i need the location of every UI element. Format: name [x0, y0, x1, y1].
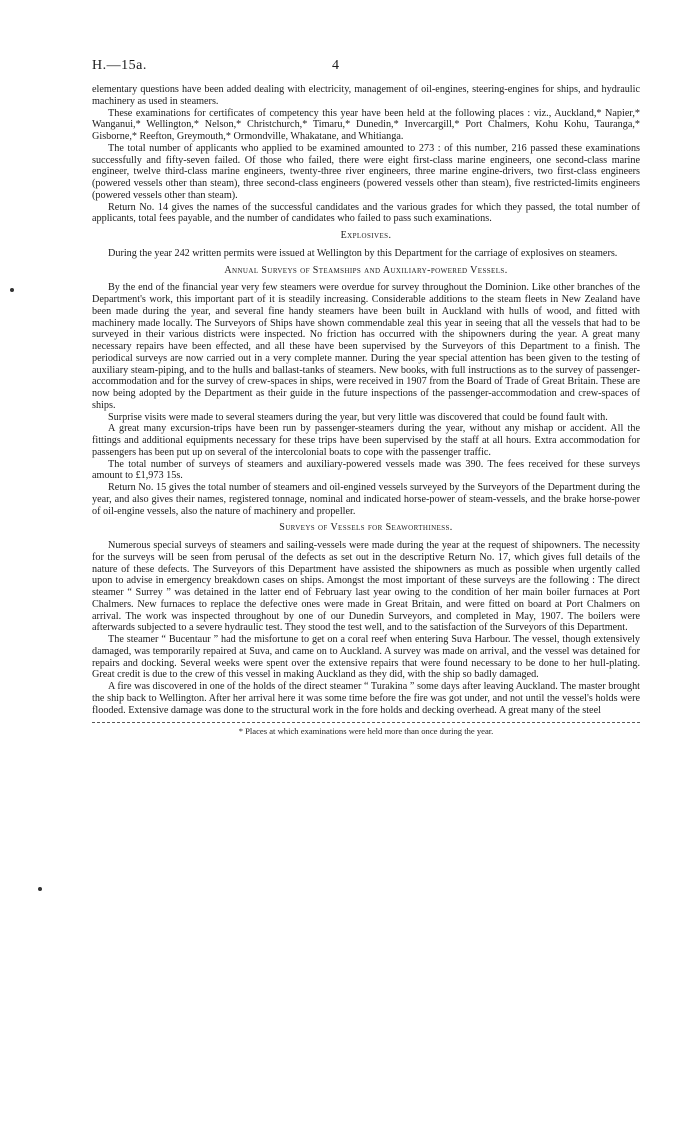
page-number: 4	[332, 58, 339, 73]
section-heading-seaworthiness: Surveys of Vessels for Seaworthiness.	[279, 522, 453, 534]
paragraph: The total number of surveys of steamers and auxiliary-powered vessels made was 390. The fees received for these surveys amount to £1,973 15s.	[92, 458, 640, 482]
paragraph: A great many excursion-trips have been run by passenger-steamers during the year, without any mishap or accident. All the fittings and additional equipments necessary for these trips have been supervised by the staff at all hours. Extra accommodation for passengers has been put up on several of the intercolonial boats to cope with the passenger traffic.	[92, 423, 640, 458]
page-header	[92, 58, 642, 78]
footnote-divider	[92, 722, 640, 723]
section-heading-explosives: Explosives.	[340, 230, 392, 241]
paragraph: elementary questions have been added dealing with electricity, management of oil-engines, steering-engines for ships, and hydraulic machinery as used in steamers.	[92, 84, 640, 107]
margin-mark	[10, 288, 14, 292]
section-heading-annual-surveys: Annual Surveys of Steamships and Auxiliary-powered Vessels.	[224, 264, 508, 276]
document-body	[92, 84, 640, 738]
paragraph: A fire was discovered in one of the holds of the direct steamer “ Turakina ” some days after leaving Auckland. The master brought the ship back to Wellington. After her arrival here it was some time before the fire was got under, and not until the vessel's holds were flooded. Extensive damage was done to the structural work in the fore holds and decking overhead. A great many of the steel	[92, 681, 640, 716]
paragraph: These examinations for certificates of competency this year have been held at the following places : viz., Auckland,* Napier,* Wanganui,* Wellington,* Nelson,* Christchurch,* Timaru,* Dunedin,* Invercargill,* Port Chalmers, Kohu Kohu, Tauranga,* Gisborne,* Reefton, Greymouth,* Ormondville, Whakatane, and Whitianga.	[92, 107, 640, 142]
paragraph: The total number of applicants who applied to be examined amounted to 273 : of this number, 216 passed these examinations successfully and fifty-seven failed. Of those who failed, there were eight first-class marine engineers, one second-class marine engineer, twelve third-class marine engineers, twenty-three river engineers, three marine engine-drivers, two first-class engineers (powered vessels other than steam), three second-class engineers (powered vessels other than steam), five restricted-limits engineers (powered vessels other than steam).	[92, 142, 640, 201]
paragraph: Surprise visits were made to several steamers during the year, but very little was discovered that could be found fault with.	[108, 411, 608, 423]
margin-mark	[38, 887, 42, 891]
document-reference: H.—15a.	[92, 58, 147, 73]
paragraph: The steamer “ Bucentaur ” had the misfortune to get on a coral reef when entering Suva Harbour. The vessel, though extensively damaged, was temporarily repaired at Suva, and came on to Auckland. A survey was made on arrival, and the vessel was detained for repairs and docking. Several weeks were spent over the extensive repairs that were found necessary to be done to her hull-plating. Great credit is due to the crew of this vessel in making Auckland as they did, with the ship so badly damaged.	[92, 634, 640, 681]
footnote: * Places at which examinations were held more than once during the year.	[238, 726, 494, 737]
paragraph: Return No. 15 gives the total number of steamers and oil-engined vessels surveyed by the Surveyors of the Department during the year, and also gives their names, registered tonnage, nominal and indicated horse-power of steam-vessels, and the brake horse-power of oil-engine vessels, also the nature of machinery and propeller.	[92, 482, 640, 517]
paragraph: By the end of the financial year very few steamers were overdue for survey throughout the Dominion. Like other branches of the Department's work, this important part of it is steadily increasing. Considerable additions to the steam fleets in New Zealand have been made during the year, and several fine handy steamers have been built in Auckland with hulls of wood, and fitted with machinery made locally. The Surveyors of Ships have shown commendable zeal this year in seeing that all the vessels that had to be surveyed in their various districts were inspected. No friction has occurred with the shipowners during the year. A great many necessary repairs have been effected, and all these have been supervised by the Surveyors of this Department to a finish. The periodical surveys are now carried out in a very complete manner. During the year special attention has been given to the testing of auxiliary steam-piping, and to the hulls and ballast-tanks of steamers. New books, with full instructions as to the survey of passenger-accommodation and for the survey of crew-spaces in ships, were received in 1907 from the Board of Trade of Great Britain. These are now being adopted by the Department as their guide in the future inspections of the passenger-accommodation and crew-spaces of ships.	[92, 282, 640, 411]
paragraph: During the year 242 written permits were issued at Wellington by this Department for the carriage of explosives on steamers.	[108, 247, 618, 259]
paragraph: Return No. 14 gives the names of the successful candidates and the various grades for which they passed, the total number of applicants, total fees payable, and the number of candidates who failed to pass such examinations.	[92, 201, 640, 225]
paragraph: Numerous special surveys of steamers and sailing-vessels were made during the year at the request of shipowners. The necessity for the surveys will be seen from perusal of the defects as set out in the descriptive Return No. 17, which gives full details of the nature of these defects. The Surveyors of this Department have assisted the shipowners as much as possible when urgently called upon to advise in emergency breakdown cases on ships. Amongst the most important of these surveys are the following : The direct steamer “ Surrey ” was detained in the latter end of February last year owing to the condition of her main boiler furnaces at Port Chalmers. New furnaces to replace the defective ones were made in Great Britain, and were fitted on board at Port Chalmers on arrival. The work was inspected throughout by one of our Dunedin Surveyors, and completed in May, 1907. The boilers were afterwards subjected to a severe hydraulic test. They stood the test well, and to the satisfaction of the Surveyors of this Department.	[92, 540, 640, 634]
